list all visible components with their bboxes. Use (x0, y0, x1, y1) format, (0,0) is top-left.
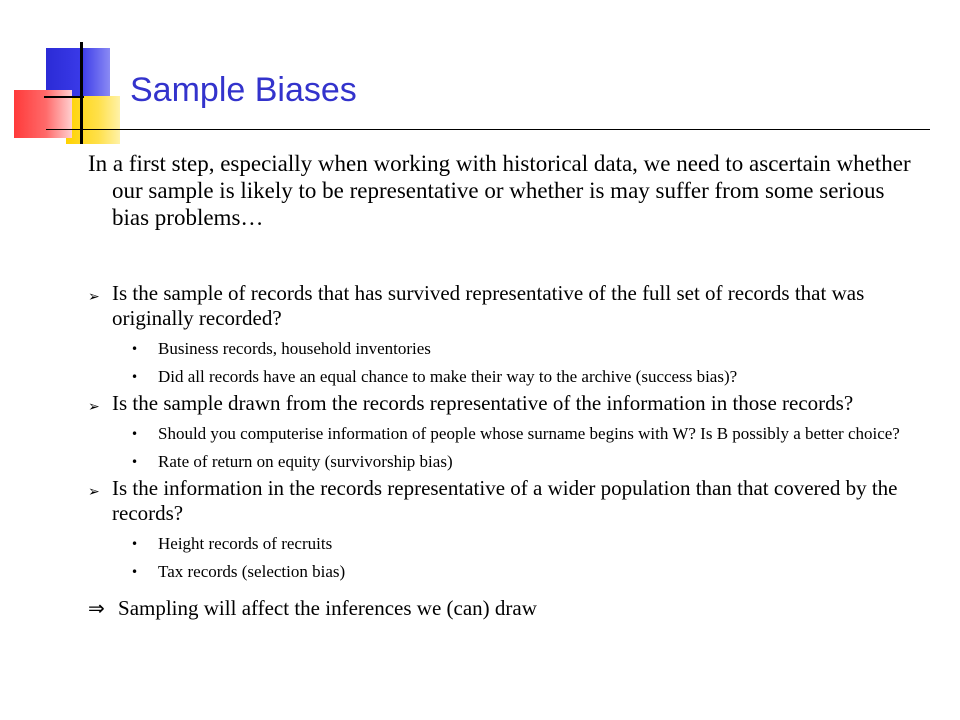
dot-bullet-icon: • (131, 565, 139, 579)
title-divider (46, 129, 930, 130)
arrow-bullet-icon: ➢ (88, 289, 100, 305)
decor-yellow-square (66, 96, 120, 144)
sub-bullet-text: Tax records (selection bias) (158, 562, 346, 581)
dot-bullet-icon: • (131, 427, 139, 441)
slide-content (88, 150, 918, 621)
sub-bullet-item (128, 534, 918, 554)
conclusion-text: Sampling will affect the inferences we (can) draw (118, 596, 537, 620)
sub-bullet-text: Did all records have an equal chance to make their way to the archive (success bias)? (158, 367, 738, 386)
dot-bullet-icon: • (131, 370, 139, 384)
bullet-text: Is the sample drawn from the records representative of the information in those records? (112, 391, 854, 415)
sub-bullet-text: Rate of return on equity (survivorship bias) (158, 452, 453, 471)
slide-title: Sample Biases (130, 71, 357, 109)
arrow-bullet-icon: ➢ (88, 399, 100, 415)
arrow-bullet-icon: ➢ (88, 484, 100, 500)
decor-short-horizontal-line (44, 96, 84, 98)
dot-bullet-icon: • (131, 537, 139, 551)
sub-bullet-item (128, 339, 918, 359)
implies-arrow-icon: ⇒ (88, 596, 105, 620)
sub-bullet-item (128, 367, 918, 387)
bullet-item (88, 391, 918, 416)
conclusion (88, 596, 918, 621)
bullet-item (88, 476, 918, 526)
dot-bullet-icon: • (131, 455, 139, 469)
sub-bullet-item (128, 452, 918, 472)
sub-bullet-item (128, 562, 918, 582)
bullet-text: Is the information in the records representative of a wider population than that covered by the records? (112, 476, 898, 525)
sub-bullet-text: Height records of recruits (158, 534, 333, 553)
intro-paragraph: In a first step, especially when working with historical data, we need to ascertain whether our sample is likely to be representative or whether is may suffer from some serious bias problems… (88, 151, 911, 230)
sub-bullet-item (128, 424, 918, 444)
bullet-text: Is the sample of records that has survived representative of the full set of records that was originally recorded? (112, 281, 865, 330)
sub-bullet-text: Business records, household inventories (158, 339, 431, 358)
bullet-item (88, 281, 918, 331)
sub-bullet-text: Should you computerise information of people whose surname begins with W? Is B possibly a better choice? (158, 424, 900, 443)
dot-bullet-icon: • (131, 342, 139, 356)
